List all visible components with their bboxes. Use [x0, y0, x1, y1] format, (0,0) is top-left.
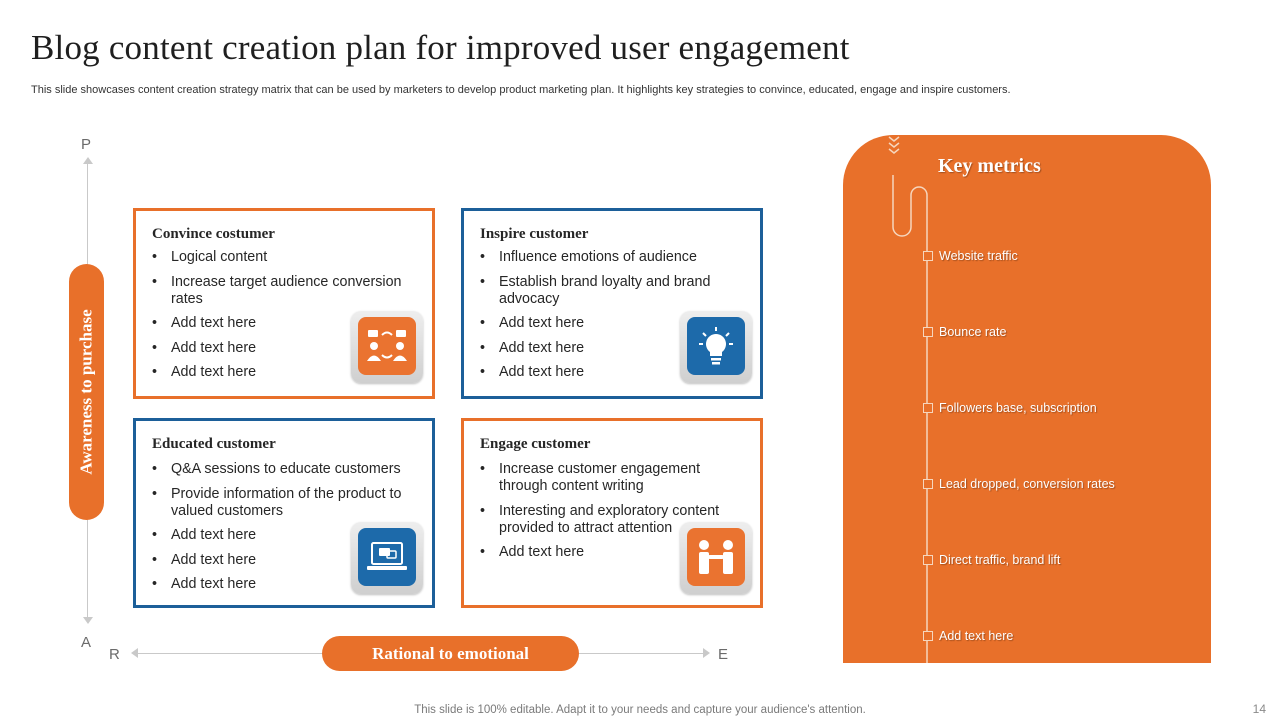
metric-item — [923, 401, 1097, 415]
metric-item — [923, 477, 1115, 491]
handshake-icon-tile — [680, 522, 752, 594]
metric-label: Lead dropped, conversion rates — [939, 477, 1115, 491]
people-exchange-icon — [358, 317, 416, 375]
quadrant-heading: Educated customer — [152, 436, 276, 452]
axis-label-right: E — [718, 646, 729, 663]
list-item: • Add text here — [480, 364, 738, 381]
metric-item — [923, 249, 1018, 263]
metric-label: Website traffic — [939, 249, 1018, 263]
lightbulb-icon — [687, 317, 745, 375]
list-item: • Q&A sessions to educate customers — [152, 461, 410, 478]
list-item: • Increase target audience conversion rates — [152, 274, 410, 308]
list-item: • Add text here — [152, 527, 410, 544]
list-item: • Add text here — [480, 544, 738, 561]
square-bullet-icon — [923, 479, 933, 489]
list-item: • Establish brand loyalty and brand advocacy — [480, 274, 738, 308]
metric-item — [923, 629, 1013, 643]
quadrant-convince-customer — [133, 208, 435, 399]
list-item: • Add text here — [480, 315, 738, 332]
metric-label: Bounce rate — [939, 325, 1007, 339]
arrow-left-icon — [131, 648, 138, 658]
list-item: • Influence emotions of audience — [480, 249, 738, 266]
chevron-down-icon — [887, 135, 901, 157]
metric-label: Followers base, subscription — [939, 401, 1097, 415]
arrow-up-icon — [83, 157, 93, 164]
list-item: • Provide information of the product to valued customers — [152, 486, 410, 520]
horizontal-axis-pill: Rational to emotional — [322, 636, 579, 671]
list-item: • Add text here — [152, 576, 410, 593]
page-number: 14 — [1252, 702, 1266, 716]
square-bullet-icon — [923, 555, 933, 565]
laptop-chat-icon-tile — [351, 522, 423, 594]
axis-label-left: R — [109, 646, 120, 663]
quadrant-heading: Convince costumer — [152, 226, 275, 242]
quadrant-heading: Inspire customer — [480, 226, 589, 242]
list-item: • Increase customer engagement through content writing — [480, 461, 738, 495]
vertical-axis-pill — [69, 264, 104, 520]
metric-label: Direct traffic, brand lift — [939, 553, 1061, 567]
list-item: • Add text here — [480, 340, 738, 357]
people-exchange-icon-tile — [351, 311, 423, 383]
axis-label-bottom: A — [81, 634, 92, 651]
list-item: • Add text here — [152, 552, 410, 569]
handshake-icon — [687, 528, 745, 586]
quadrant-heading: Engage customer — [480, 436, 591, 452]
slide-title: Blog content creation plan for improved user engagement — [31, 28, 850, 67]
quadrant-inspire-customer — [461, 208, 763, 399]
square-bullet-icon — [923, 403, 933, 413]
square-bullet-icon — [923, 327, 933, 337]
slide-subtitle: This slide showcases content creation strategy matrix that can be used by marketers to develop product marketing plan. It highlights key strategies to convince, educated, engage and inspire customers. — [31, 84, 1011, 96]
list-item: • Add text here — [152, 364, 410, 381]
square-bullet-icon — [923, 631, 933, 641]
quadrant-engage-customer — [461, 418, 763, 608]
square-bullet-icon — [923, 251, 933, 261]
metric-item — [923, 325, 1006, 339]
list-item: • Add text here — [152, 340, 410, 357]
slide-footer: This slide is 100% editable. Adapt it to your needs and capture your audience's attention. — [414, 704, 866, 716]
list-item: • Interesting and exploratory content provided to attract attention — [480, 503, 738, 537]
axis-label-top: P — [81, 136, 92, 153]
metric-item — [923, 553, 1060, 567]
laptop-chat-icon — [358, 528, 416, 586]
key-metrics-panel — [843, 135, 1211, 663]
metric-label: Add text here — [939, 629, 1014, 643]
arrow-down-icon — [83, 617, 93, 624]
arrow-right-icon — [703, 648, 710, 658]
key-metrics-title: Key metrics — [938, 155, 1041, 177]
list-item: • Add text here — [152, 315, 410, 332]
lightbulb-icon-tile — [680, 311, 752, 383]
quadrant-educated-customer — [133, 418, 435, 608]
vertical-axis-pill-label: Awareness to purchase — [76, 309, 96, 475]
list-item: • Logical content — [152, 249, 410, 266]
